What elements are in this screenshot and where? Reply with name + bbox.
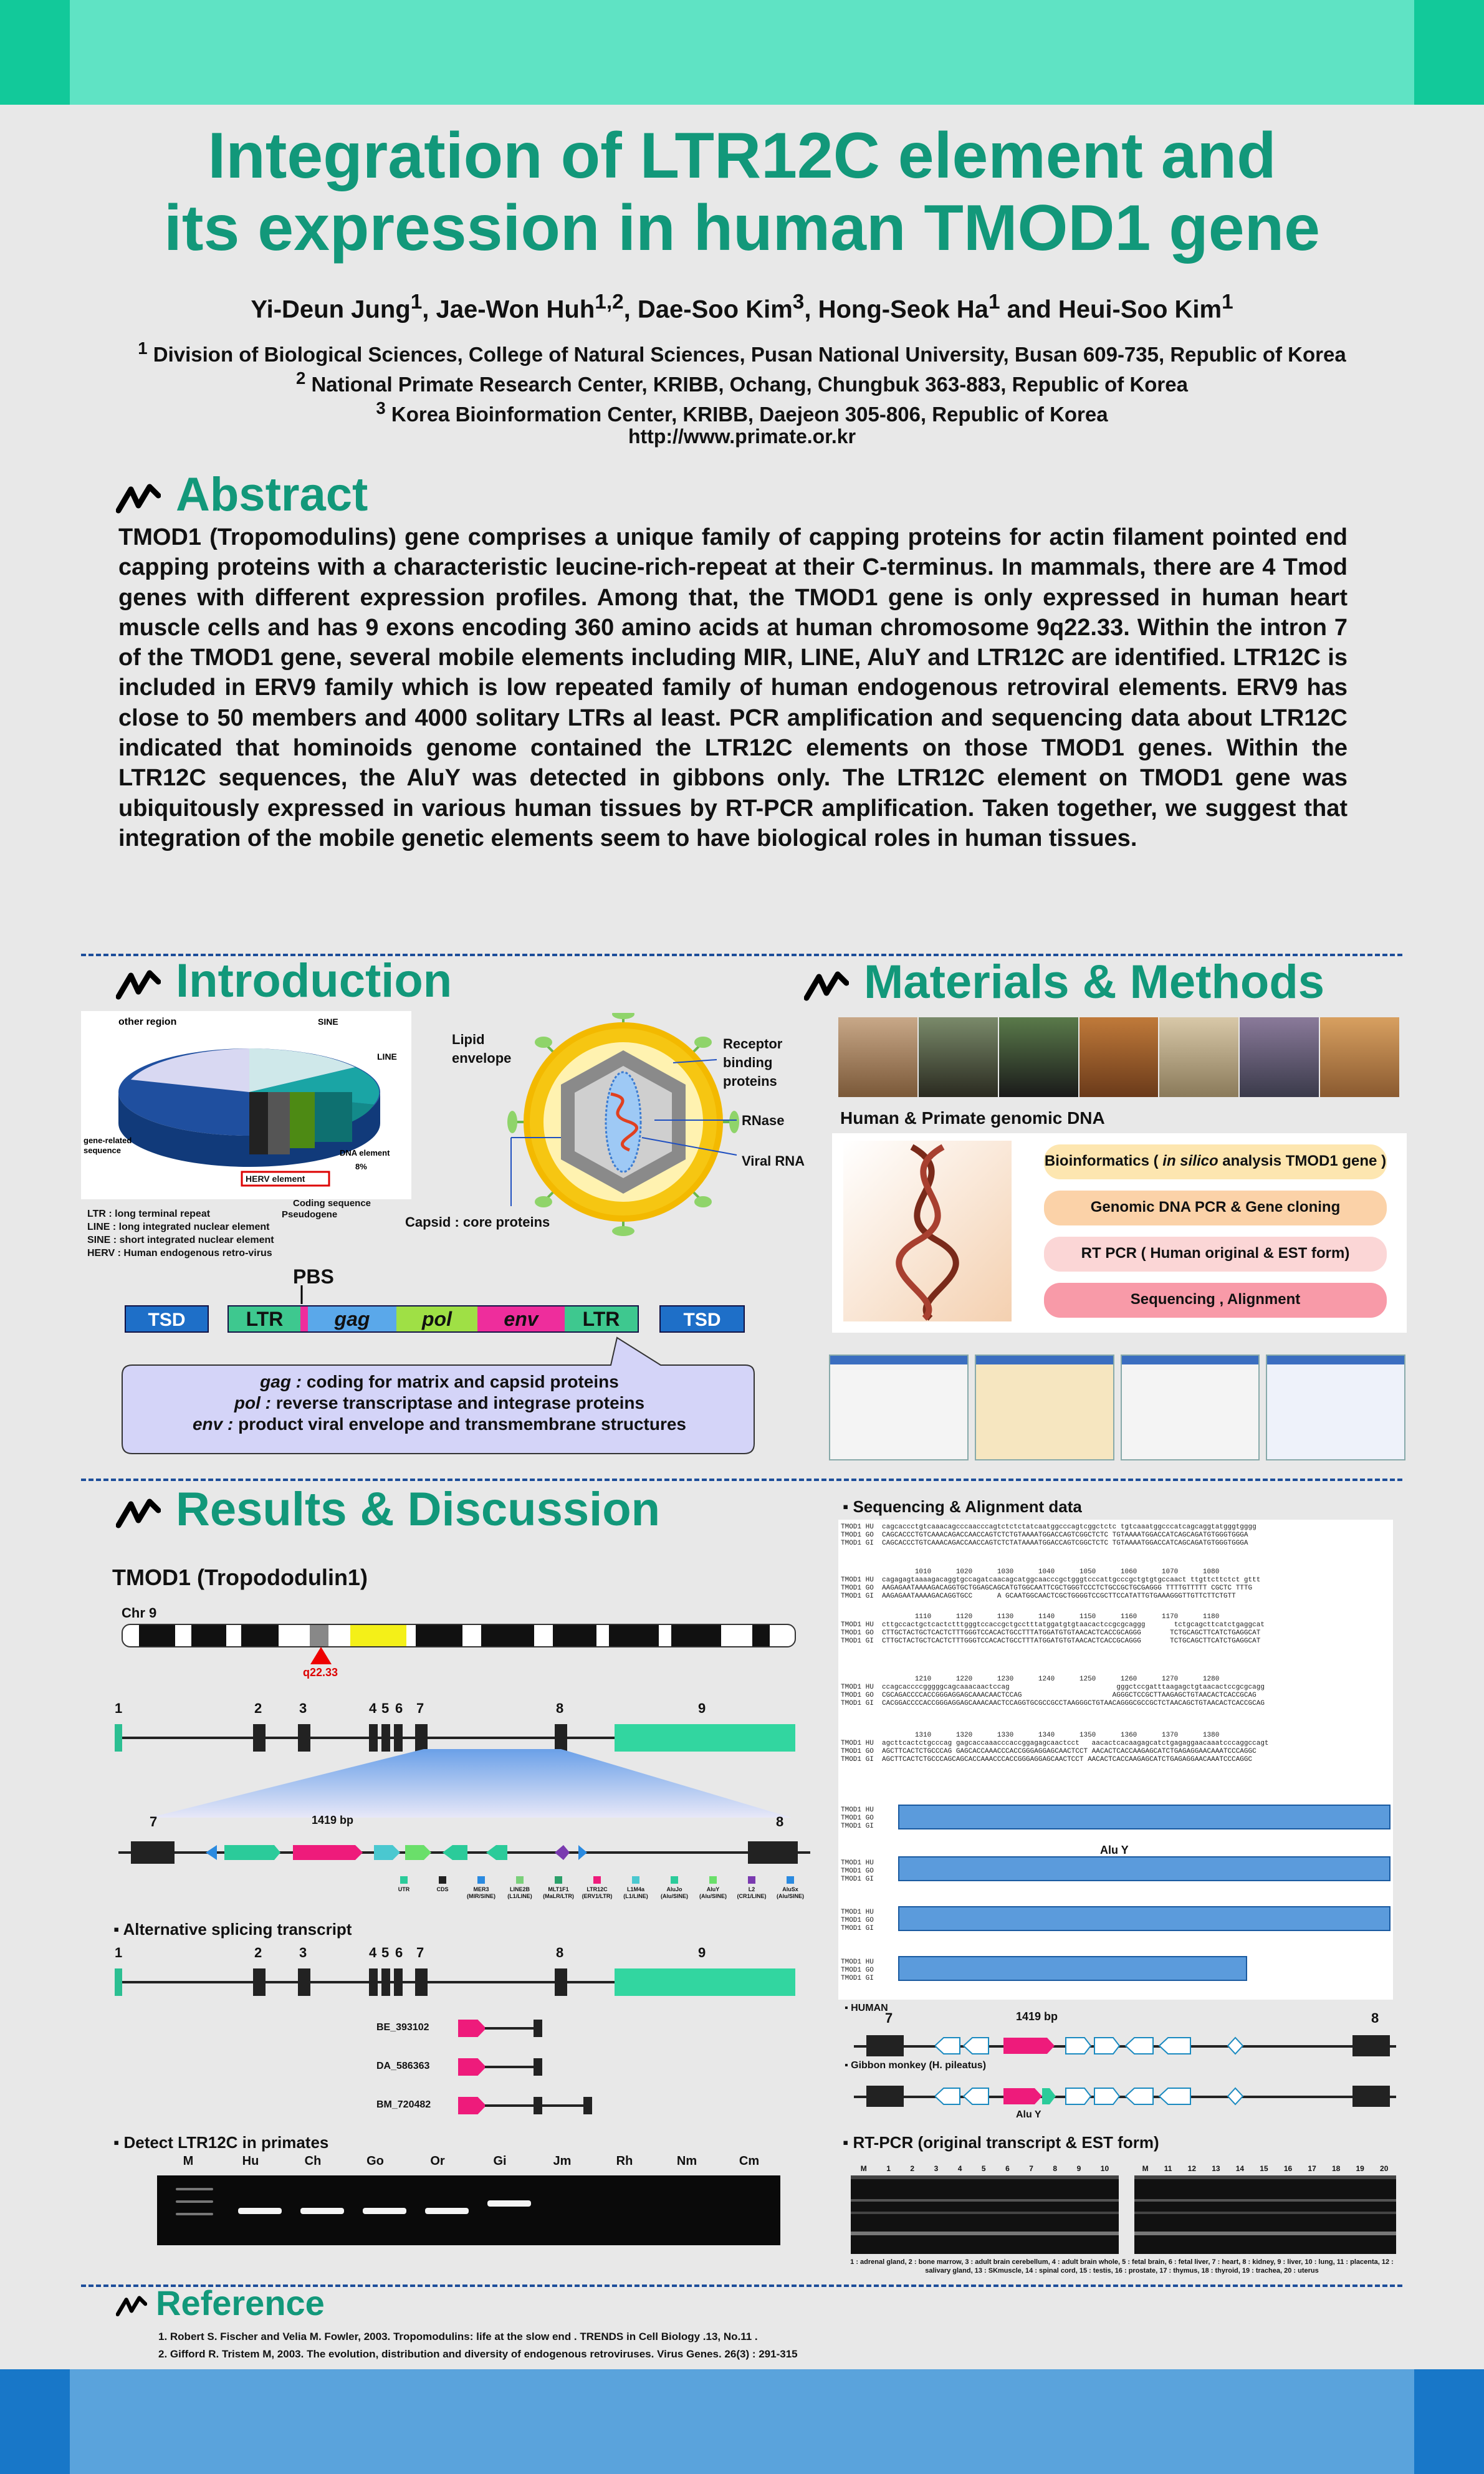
- rt-gel-left: [851, 2175, 1119, 2254]
- section-arrow-icon: [804, 968, 849, 1003]
- rt-gel-right: [1134, 2175, 1396, 2254]
- dna-helix-image: [843, 1141, 1012, 1321]
- affiliation: $^3$ Korea Bioinformation Center, KRIBB, Daejeon 305-806, Republic of Korea: [376, 398, 1108, 426]
- pie-label-dna: DNA element: [340, 1148, 390, 1158]
- alt-gene-structure: 1 2 3 4 5 6 7 8 9: [112, 1945, 798, 1995]
- methods-heading: Materials & Methods: [804, 956, 1324, 1009]
- section-arrow-icon: [116, 1495, 161, 1530]
- abstract-text: TMOD1 (Tropomodulins) gene comprises a unique family of capping proteins for actin filament pointed end capping proteins with a characteristic leucine-rich-repeat at their C-terminus. In mammals, there are 4 Tmod genes with different expression profiles. Among that, the TMOD1 gene is only expressed in human heart muscle cells and has 9 exons encoding 360 amino acids at human chromosome 9q22.33. Within the intron 7 of the TMOD1 gene, several mobile elements including MIR, LINE, AluY and LTR12C are identified. LTR12C is included in ERV9 family which is low repeated family of human endogenous retroviral elements. ERV9 has close to 50 members and 4000 solitary LTRs al least. PCR amplification and sequencing data about LTR12C indicated that hominoids genome contained the LTR12C elements on those TMOD1 genes. Within the LTR12C sequences, the AluY was detected in gibbons only. The LTR12C element on TMOD1 gene was ubiquitously expressed in various human tissues by RT-PCR amplification. Taken together, we suggest that integration of the mobile genetic elements seem to have biological roles in human tissues.: [118, 524, 1348, 851]
- section-arrow-icon: [116, 967, 161, 1002]
- tsd-left: TSD: [125, 1305, 209, 1333]
- gibbon-element-arrows: [935, 2086, 1309, 2107]
- primate-photo: [1079, 1017, 1159, 1097]
- chr9-label: Chr 9: [122, 1605, 157, 1621]
- abbreviation-list: LTR : long terminal repeat LINE : long integrated nuclear element SINE : short integrated nuclear element HERV : Human endogenous retro-virus: [87, 1209, 274, 1259]
- mobile-element-arrows: [206, 1841, 717, 1864]
- primate-photo: [1240, 1017, 1319, 1097]
- transcript-label: BM_720482: [376, 2099, 431, 2110]
- reference-heading: Reference: [116, 2284, 325, 2323]
- poster-title: Integration of LTR12C element and its expression in human TMOD1 gene: [163, 120, 1321, 264]
- detect-title: ▪ Detect LTR12C in primates: [113, 2133, 329, 2152]
- tsd-right: TSD: [659, 1305, 745, 1333]
- svg-text:sequence: sequence: [84, 1146, 121, 1155]
- pol-region: pol: [396, 1307, 477, 1331]
- software-screenshot: [1266, 1354, 1405, 1460]
- pie-label-gene: gene-related: [84, 1136, 132, 1145]
- website-url[interactable]: http://www.primate.or.kr: [628, 425, 856, 448]
- divider: [81, 1479, 1402, 1481]
- gibbon-insert-structure: Alu Y: [854, 2076, 1396, 2126]
- reference-item: 1. Robert S. Fischer and Velia M. Fowler, 2003. Tropomodulins: life at the slow end . TRENDS in Cell Biology .13, No.11 .: [158, 2331, 758, 2342]
- primate-photo: [1159, 1017, 1238, 1097]
- viral-rna-label: Viral RNA: [742, 1153, 805, 1169]
- human-element-arrows: [935, 2035, 1309, 2056]
- pie-label-line: LINE: [377, 1052, 397, 1062]
- seq-title: ▪ Sequencing & Alignment data: [843, 1497, 1082, 1516]
- alignment-panel: TMOD1 HU cagcaccctgtcaaacagcccaacccagtctctctatcaatggcccagtcggctctc tgtcaaatggcccatcagcaggtatgggtgggg TMOD1 GO CAGCACCCTGTCAAACAGACCAACCAGTCTCTGTAAAATGGACCAGTCGGCTCTC TGTAAAATGGACCATCAGCAGATGTGGGTGGGA TMOD1 GI CAGCACCCTGTCAAACAGACCAACCAGTCTCTATAAAATGGACCAGTCGGCTCTC TGTAAAATGGACCATCAGCAGATGTGGGTGGGA 1010 1020 1030 1040 1050 1060 1070 1080 TMOD1 HU cagagagtaaaagacaggtgccagatcaacagcatggcaacccgctgggtcccattgcccgctgtgtgccaact ttgttcttctct gttt TMOD1 GO AAGAGAATAAAAGACAGGTGCTGGAGCAGCATGTGGCAATTCGCTGGGTCCCTCTGCCGCTGCGAGGG TTTTGTTTTT CGCTC TTTG TMOD1 GI AAGAGAATAAAAGACAGGTGCC A GCAATGGCAACTCGCTGGGGTCCGCTTCCATATTGTGAAAGGGTTGTTCTTCTGTT 1110 1120 1130 1140 1150 1160 1170 1180 TMOD1 HU cttgccactgctcactctttgggtccaccgctgcctttatggatgtgtaacactccgcgcaggg tctgcagcttcatctgaggcat TMOD1 GO CTTGCTACTGCTCACTCTTTGGGTCCACACTGCCTTTATGGATGTGTAACACTCACCGCAGGG TCTGCAGCTTCATCTGAGGCAT TMOD1 GI CTTGCTACTGCTCACTCTTTGGGTCCACACTGCCTTTATGGATGTGTAACACTCACCGCAGGG TCTGCAGCTTCATCTGAGGCAT 1210 1220 1230 1240 1250 1260 1270 1280 TMOD1 HU ccagcaccccgggggcagcaaacaactccag gggctccgatttaagagctgtaacactccgcgcagg TMOD1 GO CGCAGACCCCACCGGGAGGAGCAAACAACTCCAG AGGGCTCCGCTTAAGAGCTGTAACACTCACCGCAG TMOD1 GI CACGGACCCCACCGGGAGGAGCAAACAACTCCAGGTGCGCCGCCTAAGGGCTGTAACAGGGCGCCGCTCTAACAGCTGTAACACTCACCGCAG 1310 1320 1330 1340 1350 1360 1370 1380 TMOD1 HU agcttcactctgcccag gagcaccaaacccaccggagagcaactcct aacactcacaagagcatctgagaggaacaaatcccaggccagt TMOD1 GO AGCTTCACTCTGCCCAG GAGCACCAAACCCACCGGGAGGAGCAACTCCT AACACTCACCAAGAGCATCTGAGAGGAACAAATCCCAGGC TMOD1 GI AGCTTCACTCTGCCCAGCAGCACCAAACCCACCGGGAGGAGCAACTCCT AACACTCACCAAGAGCATCTGAGAGGAACAAATCCCAGGC Alu Y TMOD1 HU TMOD1 GO TMOD1 GI TMOD1 HU TMOD1 GO TMOD1 GI TMOD1 HU TMOD1 GO TMOD1 GI TMOD1 HU TMOD1 GO TMOD1 GI: [838, 1520, 1393, 2000]
- provirus-structure: [227, 1305, 639, 1333]
- reference-list: [158, 2328, 1343, 2363]
- alt-splicing-title: ▪ Alternative splicing transcript: [113, 1920, 352, 1939]
- gag-region: gag: [308, 1307, 396, 1331]
- dna-label: Human & Primate genomic DNA: [840, 1108, 1105, 1128]
- receptor-label: Receptor binding proteins: [723, 1036, 783, 1089]
- lipid-label: Lipid envelope: [452, 1032, 512, 1066]
- locus-marker-icon: [310, 1647, 332, 1664]
- intron7-zoom: 7 8 1419 bp: [118, 1808, 810, 1870]
- author-list: Yi-Deun Jung$^1$, Jae-Won Huh$^{1,2}$, Dae-Soo Kim$^3$, Hong-Seok Ha$^1$ and Heui-Soo Kim$^1$: [251, 290, 1233, 324]
- step-sequencing: Sequencing , Alignment: [1044, 1283, 1387, 1318]
- pie-label-sine: SINE: [318, 1017, 338, 1027]
- pie-legend-lower: Coding sequence Pseudogene: [282, 1198, 371, 1220]
- rt-pcr-gels: M 1 2 3 4 5 6 7 8 9 10 M 11 12 13 14 15 16 17 18 19 20: [851, 2164, 1395, 2258]
- est-transcripts: [374, 2020, 623, 2144]
- screenshot-strip: [829, 1354, 1405, 1460]
- primate-photo: [1320, 1017, 1399, 1097]
- human-label: ▪ HUMAN: [845, 2003, 888, 2013]
- pie-label-pct: 8%: [355, 1162, 367, 1171]
- rnase-label: RNase: [742, 1113, 785, 1128]
- pie-label-other: other region: [118, 1017, 177, 1027]
- pie-label-herv: HERV element: [246, 1174, 305, 1184]
- element-legend: UTR CDS MER3 (MIR/SINE) LINE2B (L1/LINE) MLT1F1 (MaLR/LTR) LTR12C (ERV1/LTR) L1M4a (L1/LINE) AluJo (Alu/SINE) AluY (Alu/SINE) L2 (CR1/LINE) AluSx (Alu/SINE): [386, 1876, 810, 1900]
- primate-photo: [838, 1017, 917, 1097]
- primate-photo-strip: [838, 1017, 1399, 1097]
- alignment-highlight: [898, 1805, 1391, 1829]
- affiliation: $^1$ Division of Biological Sciences, College of Natural Sciences, Pusan National University, Busan 609-735, Republic of Korea: [138, 338, 1346, 366]
- pbs-pointer: [299, 1285, 312, 1304]
- gel-lane-labels: M Hu Ch Go Or Gi Jm Rh Nm Cm: [183, 2154, 760, 2168]
- tmod1-gene-structure: 1 2 3 4 5 6 7 8 9: [112, 1700, 798, 1750]
- step-bioinformatics: Bioinformatics ( in silico analysis TMOD1 gene ): [1044, 1144, 1387, 1179]
- primate-photo: [999, 1017, 1078, 1097]
- alignment-highlight: [898, 1956, 1247, 1981]
- capsid-label: Capsid : core proteins: [405, 1214, 550, 1230]
- rt-pcr-caption: 1 : adrenal gland, 2 : bone marrow, 3 : adult brain cerebellum, 4 : adult brain whole, 5 : fetal brain, 6 : fetal liver, 7 : heart, 8 : kidney, 9 : liver, 10 : lung, 11 : placenta, 12 : salivary gland, 13 : SKmuscle, 14 : spinal cord, 15 : testis, 16 : prostate, 17 : thymus, 18 : thyroid, 19 : trachea, 20 : uterus: [850, 2258, 1394, 2275]
- step-rt-pcr: RT PCR ( Human original & EST form): [1044, 1237, 1387, 1272]
- gibbon-label: ▪ Gibbon monkey (H. pileatus): [845, 2060, 987, 2071]
- section-arrow-icon: [116, 2293, 147, 2318]
- software-screenshot: [829, 1354, 969, 1460]
- bottom-banner: [0, 2369, 1484, 2474]
- affiliations: [75, 337, 1409, 426]
- genome-pie-chart: [81, 1011, 411, 1199]
- software-screenshot: [975, 1354, 1114, 1460]
- software-screenshot: [1121, 1354, 1260, 1460]
- transcript-label: DA_586363: [376, 2061, 430, 2071]
- abstract-heading: Abstract: [116, 469, 368, 521]
- primate-photo: [919, 1017, 998, 1097]
- ltr-left: LTR: [229, 1307, 300, 1331]
- affiliation: $^2$ National Primate Research Center, KRIBB, Ochang, Chungbuk 363-883, Republic of Korea: [296, 368, 1188, 396]
- step-genomic-pcr: Genomic DNA PCR & Gene cloning: [1044, 1191, 1387, 1225]
- section-arrow-icon: [116, 481, 161, 515]
- pbs-label: PBS: [293, 1265, 334, 1288]
- alignment-highlight: [898, 1906, 1391, 1931]
- insert-length: 1419 bp: [312, 1814, 354, 1826]
- human-insert-structure: 7 8 1419 bp: [854, 2010, 1396, 2066]
- ltr-right: LTR: [565, 1307, 638, 1331]
- chromosome-9-ideogram: [122, 1624, 796, 1647]
- alu-y-label: Alu Y: [1100, 1844, 1129, 1856]
- methods-flow-panel: [832, 1133, 1407, 1333]
- env-region: env: [477, 1307, 565, 1331]
- transcript-label: BE_393102: [376, 2022, 429, 2033]
- locus-band: q22.33: [303, 1666, 338, 1679]
- introduction-heading: Introduction: [116, 955, 452, 1007]
- results-heading: Results & Discussion: [116, 1484, 660, 1536]
- reference-item: 2. Gifford R. Tristem M, 2003. The evolution, distribution and diversity of endogenous retroviruses. Virus Genes. 26(3) : 291-315: [158, 2348, 798, 2360]
- rt-pcr-title: ▪ RT-PCR (original transcript & EST form): [843, 2133, 1159, 2152]
- protein-callout: gag : coding for matrix and capsid proteins pol : reverse transcriptase and integrase proteins env : product viral envelope and transmembrane structures: [192, 1372, 687, 1434]
- top-banner: [0, 0, 1484, 105]
- pcr-gel-image: [157, 2175, 780, 2245]
- alignment-highlight: [898, 1856, 1391, 1881]
- tmod1-title: TMOD1 (Tropododulin1): [112, 1565, 368, 1590]
